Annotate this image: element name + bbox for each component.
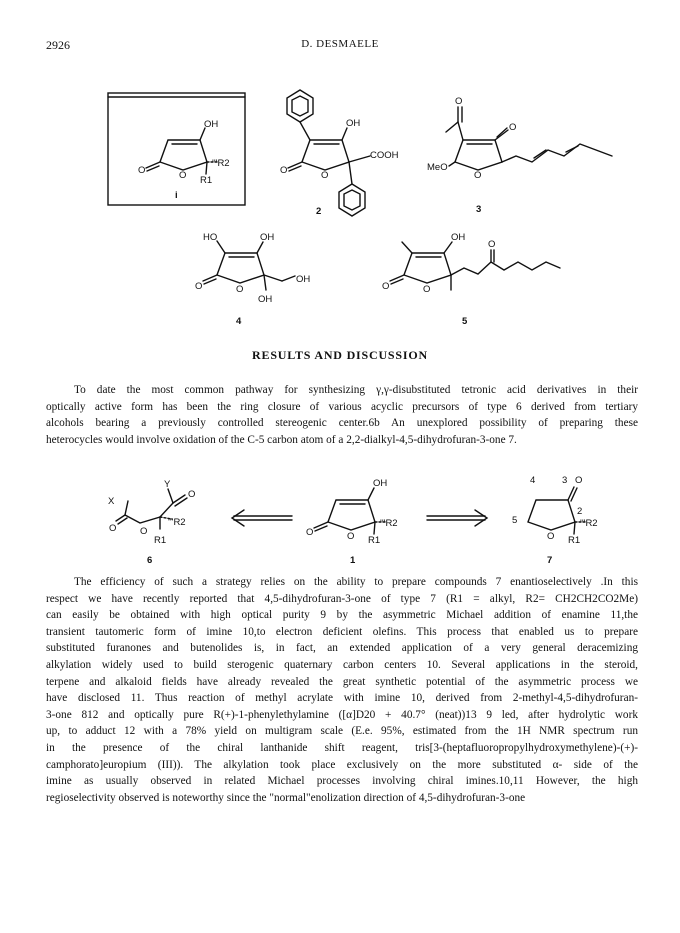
compound-i-r2: '''R2 bbox=[212, 158, 230, 169]
compound-5-oh: OH bbox=[451, 232, 466, 243]
paragraph-2-line: respect we have recently reported that 4,5-dihydrofuran-3-one of type 7 (R1 = alkyl, R2= CH2CH2CO2Me) bbox=[46, 592, 638, 605]
compound-4-number: 4 bbox=[236, 316, 242, 327]
paragraph-1-line: To date the most common pathway for synthesizing γ,γ-disubstituted tetronic acid derivatives in their bbox=[74, 384, 638, 396]
compound-6-o-ester: O bbox=[140, 526, 148, 537]
compound-2-oh: OH bbox=[346, 118, 361, 129]
compound-6-r1: R1 bbox=[154, 535, 167, 546]
compound-4-ho: HO bbox=[203, 232, 218, 243]
compound-2-cooh: COOH bbox=[370, 150, 399, 161]
paragraph-2-line: 3-one 812 and optically pure R(+)-1-phenylethylamine ([α]D20 + 40.7° (neat))13 9 led, after hydrolytic work bbox=[46, 708, 638, 721]
compound-i-r1: R1 bbox=[200, 175, 213, 186]
paragraph-1-line: optically active form has been the ring closure of various acyclic precursors of type 6 derived from tertiary bbox=[46, 400, 638, 413]
section-heading: RESULTS AND DISCUSSION bbox=[252, 348, 428, 362]
paragraph-2-line: camphorato]europium (III)). The alkylation took place exclusively on the more substituted α- side of the bbox=[46, 758, 638, 771]
compound-7-n3: 3 bbox=[562, 475, 568, 486]
paragraph-2-line: regioselectivity observed is noteworthy since the "normal"enolization direction of 4,5-dihydrofuran-3-one bbox=[46, 791, 526, 804]
compound-i-o-ring: O bbox=[179, 170, 187, 181]
compound-3-number: 3 bbox=[476, 204, 482, 215]
paragraph-2-line: substituted furanones and butenolides is, in fact, an extended application of a very general deracemizing bbox=[46, 642, 638, 655]
paragraph-2-line: can easily be obtained with high optical purity 9 by the asymmetric Michael addition of enamine 11,the bbox=[46, 609, 638, 622]
scheme-2 bbox=[0, 455, 680, 565]
compound-1-oh: OH bbox=[373, 478, 388, 489]
compound-5-o-carbonyl: O bbox=[382, 281, 390, 292]
compound-7-n2: 2 bbox=[577, 506, 583, 517]
compound-7-r1: R1 bbox=[568, 535, 581, 546]
compound-5-o-ketone: O bbox=[488, 239, 496, 250]
compound-3-o-ketone: O bbox=[455, 96, 463, 107]
compound-5-o-ring: O bbox=[423, 284, 431, 295]
compound-1-r2: '''R2 bbox=[380, 518, 398, 529]
compound-6-number: 6 bbox=[147, 555, 153, 566]
compound-2-o-carbonyl: O bbox=[280, 165, 288, 176]
paragraph-2-line: in the presence of the chiral lanthanide shift reagent, tris[3-(heptafluoropropylhydroxymethylene)-(+)- bbox=[46, 741, 638, 754]
paragraph-1-line: heterocycles would involve oxidation of the C-5 carbon atom of a 2,2-dialkyl-4,5-dihydrofuran-3-one 7. bbox=[46, 433, 517, 446]
compound-1-o-carbonyl: O bbox=[306, 527, 314, 538]
page-number: 2926 bbox=[46, 38, 70, 52]
compound-2-number: 2 bbox=[316, 206, 322, 217]
compound-1-o-ring: O bbox=[347, 531, 355, 542]
compound-4-oh-top: OH bbox=[260, 232, 275, 243]
compound-6-x: X bbox=[108, 496, 115, 507]
paragraph-2 bbox=[46, 574, 638, 806]
compound-i-number: i bbox=[175, 190, 178, 201]
compound-6-o-ketone: O bbox=[188, 489, 196, 500]
compound-6-r2: '''R2 bbox=[168, 517, 186, 528]
compound-4-oh-bottom: OH bbox=[258, 294, 273, 305]
compound-2-phenyl-bottom bbox=[339, 184, 365, 216]
compound-7-n5: 5 bbox=[512, 515, 518, 526]
compound-7-o-ring: O bbox=[547, 531, 555, 542]
compound-1-r1: R1 bbox=[368, 535, 381, 546]
compound-2-o-ring: O bbox=[321, 170, 329, 181]
compound-7-number: 7 bbox=[547, 555, 553, 566]
compound-1-number: 1 bbox=[350, 555, 356, 566]
compound-4-oh-side: OH bbox=[296, 274, 311, 285]
compound-6-o-carbonyl: O bbox=[109, 523, 117, 534]
compound-3-meo: MeO bbox=[427, 162, 448, 173]
compound-2-phenyl-top bbox=[287, 90, 313, 122]
compound-i-frame bbox=[108, 93, 245, 205]
compound-i-oh: OH bbox=[204, 119, 219, 130]
compound-6-y: Y bbox=[164, 479, 171, 490]
compound-3-o-ring: O bbox=[474, 170, 482, 181]
scheme-1 bbox=[0, 0, 680, 345]
compound-7-o-ketone: O bbox=[575, 475, 583, 486]
paragraph-2-line: have disclosed 11. Thus reaction of methyl acrylate with imine 10, derived from 2-methyl-4,5-dihydrofuran- bbox=[46, 692, 638, 705]
paragraph-2-line: terpene and alkaloid fields have already revealed the great synthetic potential of the asymmetric process we bbox=[46, 675, 638, 688]
compound-i-o-carbonyl: O bbox=[138, 165, 146, 176]
compound-7-n4: 4 bbox=[530, 475, 536, 486]
compound-5-number: 5 bbox=[462, 316, 468, 327]
paragraph-2-line: The efficiency of such a strategy relies on the ability to prepare compounds 7 enantioselectively .In this bbox=[74, 576, 638, 588]
paragraph-2-line: alkylation widely used to build sterogenic quaternary carbon centers 10. Several applications in the steroid, bbox=[46, 658, 638, 671]
compound-7-ring bbox=[528, 500, 575, 530]
compound-4-o-ring: O bbox=[236, 284, 244, 295]
compound-4-o-carbonyl: O bbox=[195, 281, 203, 292]
paragraph-2-line: imine as usually observed in related Michael processes involving chiral imines.10,11 However, the high bbox=[46, 775, 638, 788]
compound-3-o-lactone: O bbox=[509, 122, 517, 133]
compound-7-r2: '''R2 bbox=[580, 518, 598, 529]
running-head: D. DESMAELE bbox=[301, 38, 379, 50]
paragraph-2-line: up, to adduct 12 with a 78% yield on multigram scale (E.e. 95%, estimated from the 1H NMR spectrum run bbox=[46, 725, 638, 738]
paragraph-1 bbox=[46, 382, 638, 448]
paragraph-2-line: transient tautomeric form of imine 10,to electron deficient olefins. This process that enabled us to prepare bbox=[46, 625, 638, 638]
paragraph-1-line: alcohols bearing a previously controlled stereogenic center.6b An unexplored possibility of preparing these bbox=[46, 417, 638, 430]
